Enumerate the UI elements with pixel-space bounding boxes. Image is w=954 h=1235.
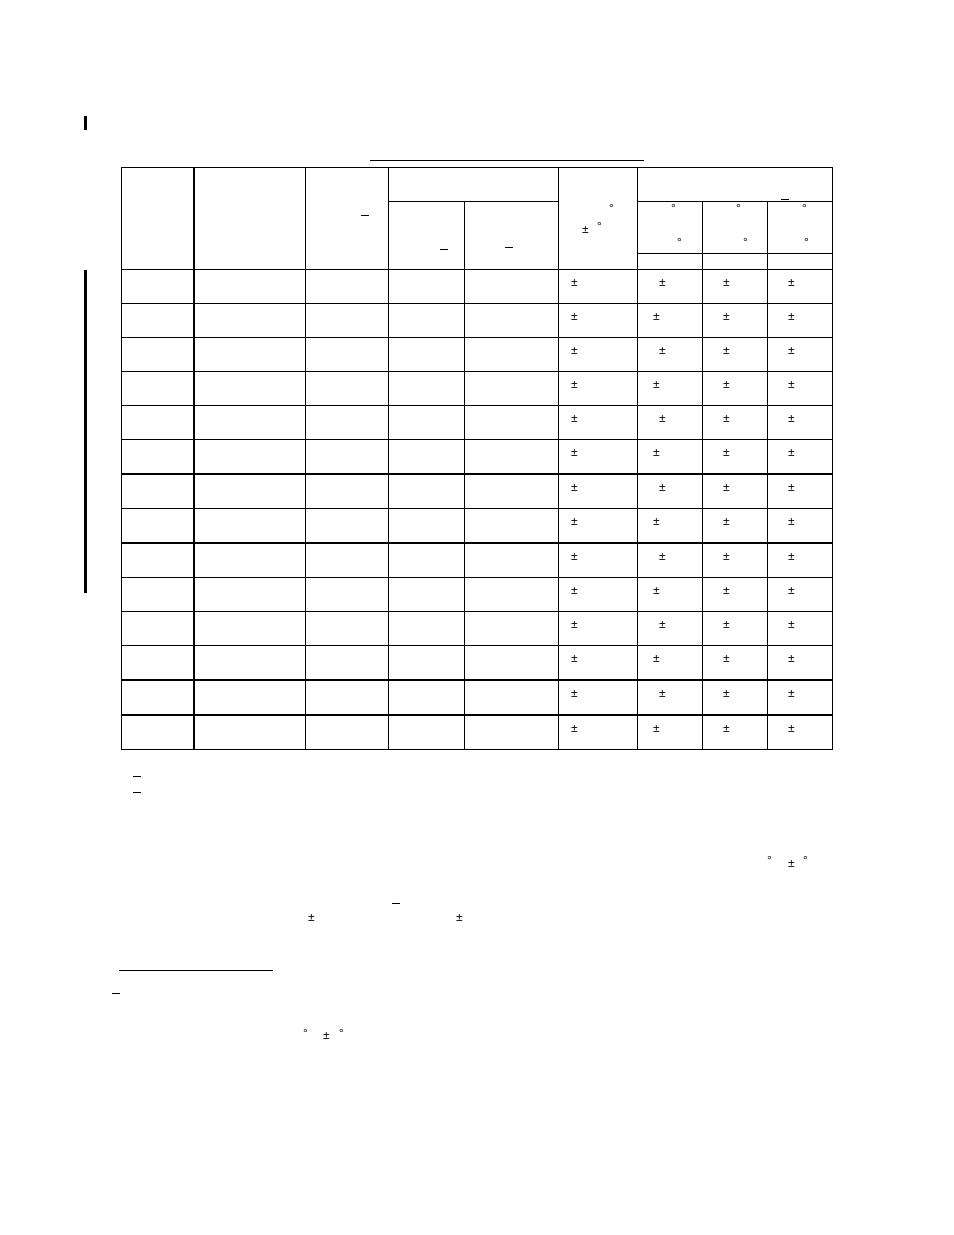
temp-cell (703, 338, 768, 372)
temp-cell (638, 612, 703, 646)
tolerance-cell (559, 440, 638, 475)
plus-minus-symbol: ± (723, 411, 730, 425)
plus-minus-symbol: ± (571, 583, 578, 597)
table-row (122, 406, 833, 440)
temp-cell (768, 715, 833, 750)
table-cell (306, 578, 389, 612)
temp-cell (638, 474, 703, 509)
plus-minus-symbol: ± (788, 411, 795, 425)
table-cell (306, 646, 389, 681)
table-cell (306, 680, 389, 715)
temp-cell (703, 578, 768, 612)
temp-cell (638, 646, 703, 681)
plus-minus-symbol: ± (788, 275, 795, 289)
underline-mark (781, 199, 789, 200)
temp-cell (703, 612, 768, 646)
plus-minus-symbol: ± (308, 910, 315, 924)
table-cell (122, 474, 194, 509)
footnote-separator (119, 970, 273, 971)
table-cell (389, 715, 465, 750)
plus-minus-symbol: ± (571, 651, 578, 665)
header-cell-1 (122, 168, 194, 270)
table-cell (194, 270, 306, 304)
temp-cell (638, 338, 703, 372)
plus-minus-symbol: ± (659, 343, 666, 357)
table-cell (306, 372, 389, 406)
revision-bar-heading (84, 116, 87, 130)
temp-cell (768, 543, 833, 578)
table-row (122, 680, 833, 715)
degree-symbol: ° (609, 201, 614, 215)
plus-minus-symbol: ± (571, 377, 578, 391)
plus-minus-symbol: ± (653, 309, 660, 323)
footnote-underline-mark (112, 993, 120, 994)
temp-cell (638, 715, 703, 750)
table-title-underline (370, 160, 644, 161)
table-row (122, 440, 833, 475)
table-cell (194, 474, 306, 509)
plus-minus-symbol: ± (571, 343, 578, 357)
temp-cell (703, 372, 768, 406)
header-sub-cell-2 (465, 202, 559, 270)
table-cell (465, 715, 559, 750)
table-cell (389, 578, 465, 612)
plus-minus-symbol: ± (659, 275, 666, 289)
plus-minus-symbol: ± (723, 480, 730, 494)
temp-cell (703, 680, 768, 715)
header-temp-cell-3 (768, 202, 833, 254)
plus-minus-symbol: ± (723, 617, 730, 631)
table-cell (194, 543, 306, 578)
plus-minus-symbol: ± (788, 377, 795, 391)
temp-cell (703, 270, 768, 304)
degree-symbol: ° (736, 201, 741, 215)
plus-minus-symbol: ± (571, 721, 578, 735)
plus-minus-symbol: ± (653, 651, 660, 665)
temp-cell (638, 509, 703, 544)
table-cell (194, 509, 306, 544)
table-cell (306, 612, 389, 646)
temp-cell (768, 372, 833, 406)
table-cell (465, 406, 559, 440)
table-cell (194, 304, 306, 338)
table-cell (465, 646, 559, 681)
plus-minus-symbol: ± (788, 651, 795, 665)
tolerance-cell (559, 715, 638, 750)
table-cell (306, 304, 389, 338)
degree-symbol: ° (802, 201, 807, 215)
table-row (122, 304, 833, 338)
table-cell (389, 406, 465, 440)
plus-minus-symbol: ± (571, 309, 578, 323)
plus-minus-symbol: ± (788, 480, 795, 494)
table-row (122, 612, 833, 646)
plus-minus-symbol: ± (571, 411, 578, 425)
plus-minus-symbol: ± (723, 549, 730, 563)
temp-cell (768, 578, 833, 612)
plus-minus-symbol: ± (571, 514, 578, 528)
table-cell (122, 406, 194, 440)
table-cell (306, 270, 389, 304)
header-row-1 (122, 168, 833, 202)
table-cell (465, 440, 559, 475)
temp-cell (768, 646, 833, 681)
temp-cell (768, 612, 833, 646)
table-cell (465, 578, 559, 612)
plus-minus-symbol: ± (723, 721, 730, 735)
temp-cell (703, 304, 768, 338)
temp-cell (638, 543, 703, 578)
table-cell (465, 543, 559, 578)
table-row (122, 543, 833, 578)
table-cell (122, 509, 194, 544)
tolerance-cell (559, 338, 638, 372)
footnote-underline-mark (133, 776, 141, 777)
table-cell (306, 406, 389, 440)
table-cell (122, 680, 194, 715)
table-cell (194, 646, 306, 681)
plus-minus-symbol: ± (659, 480, 666, 494)
header-temp-cell-2 (703, 202, 768, 254)
plus-minus-symbol: ± (788, 343, 795, 357)
tolerance-cell (559, 578, 638, 612)
plus-minus-symbol: ± (788, 721, 795, 735)
header-unit-cell-2 (703, 254, 768, 270)
table-cell (122, 612, 194, 646)
tolerance-cell (559, 543, 638, 578)
table-cell (122, 304, 194, 338)
plus-minus-symbol: ± (788, 617, 795, 631)
degree-symbol: ° (339, 1026, 344, 1040)
table-row (122, 338, 833, 372)
plus-minus-symbol: ± (788, 445, 795, 459)
table-cell (194, 680, 306, 715)
tolerance-cell (559, 372, 638, 406)
data-table (121, 167, 833, 750)
table-cell (465, 474, 559, 509)
revision-bar-table (84, 270, 87, 593)
table-cell (194, 612, 306, 646)
tolerance-cell (559, 646, 638, 681)
table-cell (306, 474, 389, 509)
plus-minus-symbol: ± (571, 549, 578, 563)
plus-minus-symbol: ± (653, 514, 660, 528)
tolerance-cell (559, 304, 638, 338)
plus-minus-symbol: ± (723, 275, 730, 289)
plus-minus-symbol: ± (723, 445, 730, 459)
table-cell (306, 509, 389, 544)
temp-cell (703, 474, 768, 509)
table-cell (389, 304, 465, 338)
table-row (122, 509, 833, 544)
table-cell (122, 338, 194, 372)
table-cell (465, 338, 559, 372)
plus-minus-symbol: ± (788, 549, 795, 563)
table-cell (389, 372, 465, 406)
underline-mark (505, 247, 513, 248)
table-cell (389, 680, 465, 715)
header-temp-group-cell (638, 168, 833, 202)
temp-cell (768, 270, 833, 304)
table-cell (389, 440, 465, 475)
table-row (122, 715, 833, 750)
plus-minus-symbol: ± (571, 445, 578, 459)
tolerance-cell (559, 612, 638, 646)
table-cell (465, 680, 559, 715)
underline-mark (392, 903, 400, 904)
plus-minus-symbol: ± (653, 445, 660, 459)
table-cell (389, 646, 465, 681)
table-cell (306, 715, 389, 750)
header-tolerance-cell (559, 168, 638, 270)
table-cell (389, 474, 465, 509)
tolerance-cell (559, 474, 638, 509)
header-unit-cell-1 (638, 254, 703, 270)
table-row (122, 270, 833, 304)
plus-minus-symbol: ± (788, 309, 795, 323)
header-cell-3 (306, 168, 389, 270)
temp-cell (638, 578, 703, 612)
temp-cell (703, 440, 768, 475)
plus-minus-symbol: ± (571, 480, 578, 494)
plus-minus-symbol: ± (788, 856, 795, 870)
table-cell (389, 338, 465, 372)
table-cell (194, 440, 306, 475)
tolerance-cell (559, 680, 638, 715)
table-row (122, 474, 833, 509)
plus-minus-symbol: ± (723, 343, 730, 357)
table-cell (122, 715, 194, 750)
plus-minus-symbol: ± (653, 721, 660, 735)
degree-symbol: ° (803, 853, 808, 867)
table-cell (465, 304, 559, 338)
degree-symbol: ° (677, 235, 682, 249)
plus-minus-symbol: ± (723, 514, 730, 528)
temp-cell (768, 406, 833, 440)
plus-minus-symbol: ± (653, 583, 660, 597)
plus-minus-symbol: ± (582, 222, 589, 236)
table-cell (194, 372, 306, 406)
table-cell (122, 578, 194, 612)
plus-minus-symbol: ± (788, 514, 795, 528)
temp-cell (768, 474, 833, 509)
temp-cell (768, 440, 833, 475)
footnote-underline-mark (133, 792, 141, 793)
plus-minus-symbol: ± (571, 686, 578, 700)
temp-cell (638, 372, 703, 406)
tolerance-cell (559, 509, 638, 544)
underline-mark (361, 215, 369, 216)
temp-cell (638, 440, 703, 475)
table-cell (306, 440, 389, 475)
table-cell (306, 338, 389, 372)
degree-symbol: ° (743, 235, 748, 249)
temp-cell (638, 270, 703, 304)
temp-cell (768, 338, 833, 372)
plus-minus-symbol: ± (653, 377, 660, 391)
table-cell (194, 715, 306, 750)
table-cell (194, 406, 306, 440)
plus-minus-symbol: ± (723, 686, 730, 700)
table-cell (465, 509, 559, 544)
table-cell (306, 543, 389, 578)
table-cell (122, 646, 194, 681)
table-row (122, 646, 833, 681)
table-cell (465, 270, 559, 304)
table-cell (122, 270, 194, 304)
table-cell (122, 440, 194, 475)
table-cell (465, 372, 559, 406)
plus-minus-symbol: ± (571, 617, 578, 631)
plus-minus-symbol: ± (723, 309, 730, 323)
table-row (122, 372, 833, 406)
temp-cell (638, 680, 703, 715)
table-cell (389, 270, 465, 304)
plus-minus-symbol: ± (723, 377, 730, 391)
table-cell (389, 612, 465, 646)
temp-cell (703, 543, 768, 578)
temp-cell (703, 646, 768, 681)
degree-symbol: ° (597, 219, 602, 233)
table-cell (194, 338, 306, 372)
table-cell (389, 509, 465, 544)
degree-symbol: ° (804, 235, 809, 249)
plus-minus-symbol: ± (723, 651, 730, 665)
temp-cell (703, 509, 768, 544)
temp-cell (768, 304, 833, 338)
table-cell (389, 543, 465, 578)
plus-minus-symbol: ± (659, 617, 666, 631)
header-cell-2 (194, 168, 306, 270)
header-unit-cell-3 (768, 254, 833, 270)
table-row (122, 578, 833, 612)
underline-mark (440, 249, 448, 250)
plus-minus-symbol: ± (323, 1028, 330, 1042)
temp-cell (638, 304, 703, 338)
table-cell (465, 612, 559, 646)
degree-symbol: ° (767, 853, 772, 867)
tolerance-cell (559, 406, 638, 440)
header-group-cell (389, 168, 559, 202)
table-cell (122, 543, 194, 578)
temp-cell (638, 406, 703, 440)
plus-minus-symbol: ± (659, 411, 666, 425)
temp-cell (768, 680, 833, 715)
temp-cell (703, 406, 768, 440)
plus-minus-symbol: ± (788, 686, 795, 700)
header-sub-cell-1 (389, 202, 465, 270)
plus-minus-symbol: ± (723, 583, 730, 597)
plus-minus-symbol: ± (456, 910, 463, 924)
degree-symbol: ° (303, 1026, 308, 1040)
temp-cell (768, 509, 833, 544)
temp-cell (703, 715, 768, 750)
plus-minus-symbol: ± (659, 686, 666, 700)
degree-symbol: ° (671, 201, 676, 215)
table-cell (194, 578, 306, 612)
table-cell (122, 372, 194, 406)
plus-minus-symbol: ± (788, 583, 795, 597)
plus-minus-symbol: ± (659, 549, 666, 563)
header-temp-cell-1 (638, 202, 703, 254)
plus-minus-symbol: ± (571, 275, 578, 289)
tolerance-cell (559, 270, 638, 304)
